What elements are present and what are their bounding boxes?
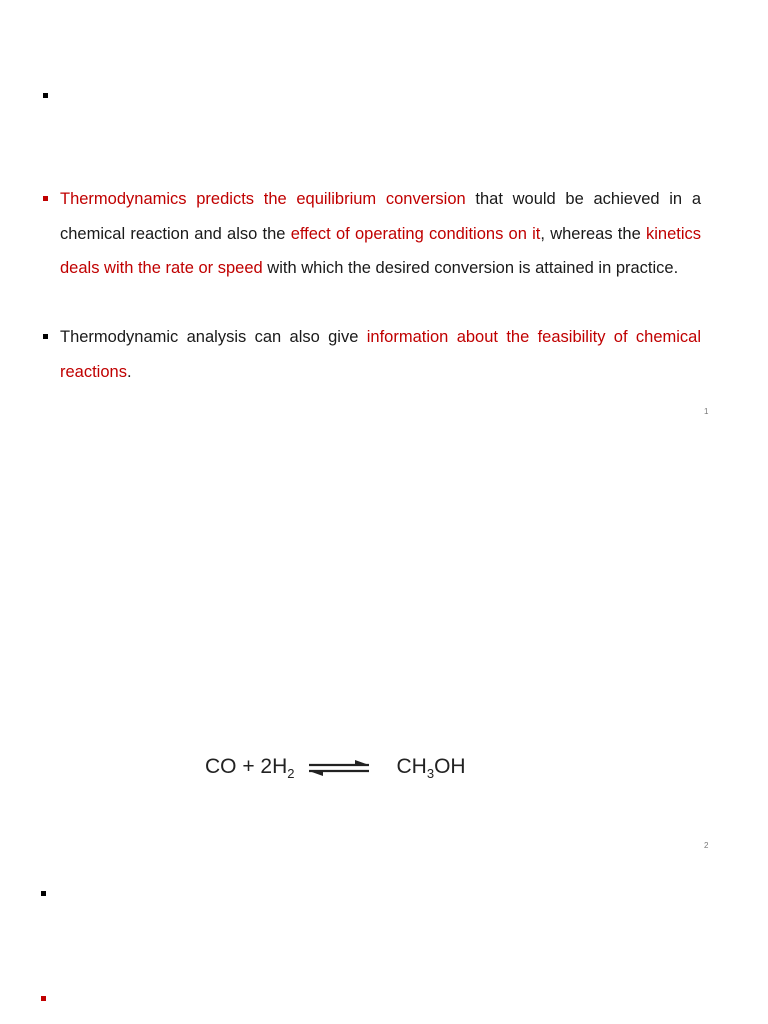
equilibrium-arrows-icon <box>307 757 371 779</box>
equation-product: $CH_3OH$ <box>396 754 466 782</box>
highlight-operating-conditions: effect of operating conditions on it <box>290 224 541 243</box>
text-segment: with which the desired conversion is attained in practice. <box>262 259 679 277</box>
equation-reactants: CO + $2H_2$ <box>205 754 295 782</box>
text-segment: , whereas the <box>540 224 646 243</box>
page-number-1: 1 <box>704 407 709 416</box>
methanol-synthesis-equation <box>205 748 485 788</box>
bullet-marker-2 <box>43 334 48 339</box>
bullet-marker-1 <box>43 196 48 201</box>
text-segment: . <box>126 362 132 381</box>
highlight-equilibrium-conversion: Thermodynamics predicts the equilibrium conversion <box>60 190 466 208</box>
paragraph-thermodynamics-conversion <box>60 182 701 286</box>
text-segment: that would be achieved in a chemical reaction and also the <box>60 190 701 243</box>
highlight-feasibility: information about the feasibility of chemical reactions <box>60 328 701 381</box>
empty-bullet-slide3-1 <box>41 891 46 896</box>
page-number-2: 2 <box>704 841 709 850</box>
paragraph-feasibility <box>60 320 701 389</box>
empty-bullet-slide3-2 <box>41 996 46 1001</box>
highlight-kinetics-rate: kinetics deals with the rate or speed <box>60 224 702 277</box>
empty-bullet-top <box>43 93 48 98</box>
text-segment: Thermodynamic analysis can also give <box>60 328 367 346</box>
